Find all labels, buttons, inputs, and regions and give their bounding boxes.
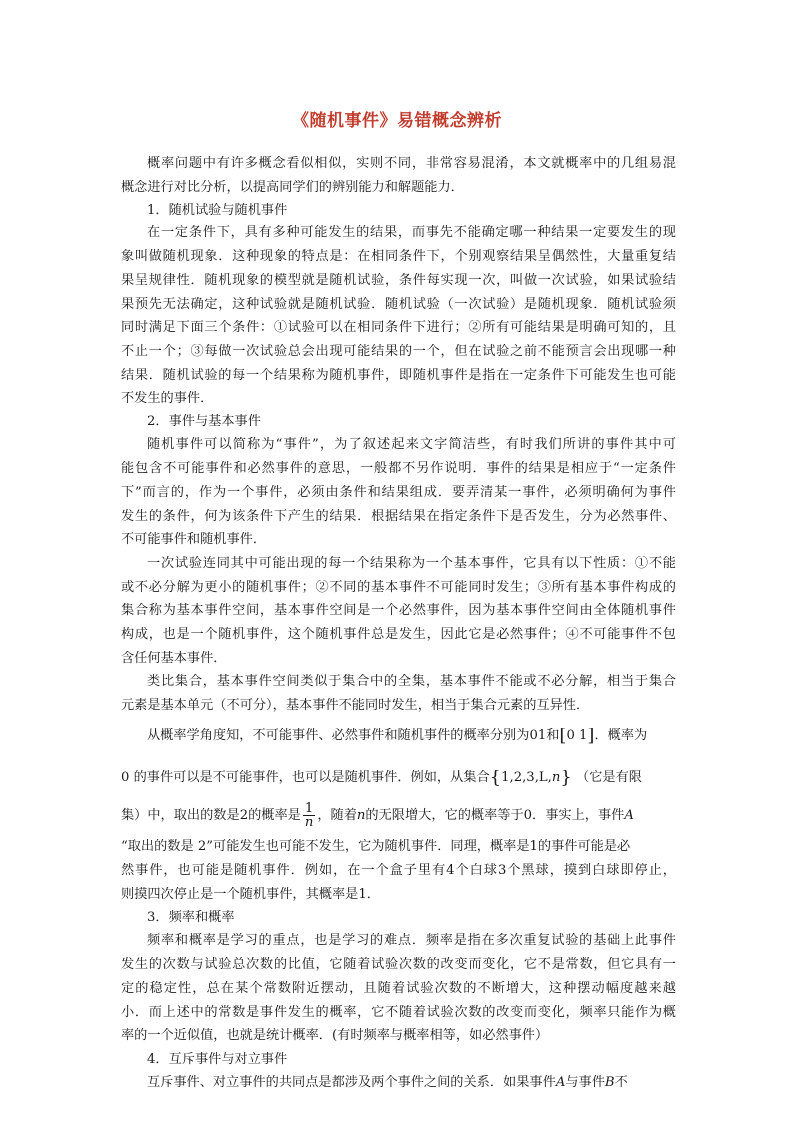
math-var: A bbox=[624, 808, 634, 823]
section-heading-2: 2．事件与基本事件 bbox=[147, 414, 261, 429]
math-text: 与事件 bbox=[565, 1075, 605, 1090]
paragraph-line: 类比集合，基本事件空间类似于集合中的全集，基本事件不能或不必分解，相当于集合 bbox=[147, 674, 676, 689]
fraction-denominator: n bbox=[304, 815, 314, 830]
paragraph-line: 随机事件可以简称为“事件”，为了叙述起来文字简洁些，有时我们所讲的事件其中可 bbox=[147, 437, 676, 452]
math-text: ，随着 bbox=[317, 808, 357, 823]
paragraph-line: 能包含不可能事件和必然事件的意思，一般都不另作说明．事件的结果是相应于“一定条件 bbox=[121, 461, 676, 476]
paragraph-line: 含任何基本事件． bbox=[121, 651, 227, 666]
math-num: 0 bbox=[523, 808, 533, 823]
paragraph-line: 结果．随机试验的每一个结果称为随机事件，即随机事件是指在一定条件下可能发生也可能 bbox=[121, 368, 676, 383]
math-var: n bbox=[551, 770, 561, 785]
math-line bbox=[121, 800, 676, 832]
math-text: 的事件可以是不可能事件，也可以是随机事件．例如，从集合 bbox=[133, 770, 490, 785]
paragraph-line: 率的一个近似值，也就是统计概率．(有时频率与概率相等，如必然事件） bbox=[121, 1028, 549, 1043]
math-text: ．概率为 bbox=[594, 728, 648, 743]
paragraph-line: 果预先无法确定，这种试验就是随机试验．随机试验（一次试验）是随机现象．随机试验须 bbox=[121, 297, 676, 312]
math-num: 2 bbox=[513, 770, 523, 785]
paragraph-line bbox=[121, 839, 676, 855]
math-line bbox=[147, 1075, 676, 1091]
fraction-numerator: 1 bbox=[303, 802, 316, 816]
paragraph-line: 不可能事件和随机事件． bbox=[121, 532, 267, 547]
math-text: 的事件可能是必 bbox=[537, 839, 631, 854]
section-heading-1: 1．随机试验与随机事件 bbox=[147, 203, 288, 218]
math-text: 和 bbox=[546, 728, 560, 743]
paragraph-line: 则摸四次停止是一个随机事件，其概率是1． bbox=[121, 887, 380, 902]
paragraph-line: 然事件，也可能是随机事件．例如，在一个盒子里有4个白球3个黑球，摸到白球即停止， bbox=[121, 863, 676, 878]
math-var: A bbox=[555, 1075, 566, 1090]
paragraph-line: 小．而上述中的常数是事件发生的概率，它不随着试验次数的改变而变化，频率只能作为概 bbox=[121, 1005, 676, 1020]
bracket-open: [ bbox=[559, 728, 567, 744]
section-heading-4: 4．互斥事件与对立事件 bbox=[147, 1052, 288, 1067]
math-var: n bbox=[356, 808, 366, 823]
fraction bbox=[303, 802, 316, 829]
paragraph-line: 发生的条件，何为该条件下产生的结果．根据结果在指定条件下是否发生，分为必然事件、 bbox=[121, 509, 676, 524]
math-text: 的无限增大，它的概率等于 bbox=[365, 808, 524, 823]
math-num: 2 bbox=[239, 808, 249, 823]
math-text: （它是有限 bbox=[576, 770, 642, 785]
paragraph-line: 构成，也是一个随机事件，这个随机事件总是发生，因此它是必然事件；④不可能事件不包 bbox=[121, 627, 676, 642]
math-num: 1 bbox=[537, 728, 547, 743]
paragraph-line: 在一定条件下，具有多种可能发生的结果，而事先不能确定哪一种结果一定要发生的现 bbox=[147, 225, 676, 240]
math-num: 0 bbox=[566, 728, 575, 743]
math-text: 互斥事件、对立事件的共同点是都涉及两个事件之间的关系．如果事件 bbox=[147, 1075, 556, 1090]
math-num: 0 bbox=[121, 770, 130, 785]
brace-open: { bbox=[489, 770, 502, 786]
paragraph-line: 元素是基本单元（不可分），基本事件不能同时发生，相当于集合元素的互异性． bbox=[121, 698, 590, 713]
math-line bbox=[147, 728, 676, 744]
math-text: 从概率学角度知，不可能事件、必然事件和随机事件的概率分别为 bbox=[147, 728, 530, 743]
paragraph-line: 定的稳定性，总在某个常数附近摆动，且随着试验次数的不断增大，这种摆动幅度越来越 bbox=[121, 981, 676, 996]
math-num: 0 bbox=[529, 728, 538, 743]
math-line: 0 的事件可以是不可能事件，也可以是随机事件．例如，从集合{1,2,3,L,n} （它是有限 bbox=[121, 770, 676, 786]
math-num: 3 bbox=[526, 770, 535, 785]
intro-line: 概念进行对比分析，以提高同学们的辨别能力和解题能力． bbox=[121, 180, 464, 195]
math-text: 集）中，取出的数是 bbox=[121, 808, 240, 823]
math-text: 的概率是 bbox=[248, 808, 301, 823]
math-symbol: L bbox=[538, 770, 548, 785]
math-var: B bbox=[604, 1075, 615, 1090]
math-text: 不 bbox=[614, 1075, 628, 1090]
math-num: 1 bbox=[501, 770, 510, 785]
bracket-close: ] bbox=[587, 728, 595, 744]
intro-line: 概率问题中有许多概念看似相似，实则不同，非常容易混淆，本文就概率中的几组易混 bbox=[147, 156, 676, 171]
paragraph-line: 一次试验连同其中可能出现的每一个结果称为一个基本事件，它具有以下性质：①不能 bbox=[147, 556, 676, 571]
math-text: “取出的数是 2”可能发生也可能不发生，它为随机事件．同理，概率是 bbox=[121, 839, 530, 854]
paragraph-line: 或不必分解为更小的随机事件；②不同的基本事件不可能同时发生；③所有基本事件构成的 bbox=[121, 580, 676, 595]
paragraph-line: 下”而言的，作为一个事件，必须由条件和结果组成．要弄清某一事件，必须明确何为事件 bbox=[121, 485, 676, 500]
section-heading-3: 3．频率和概率 bbox=[147, 910, 235, 925]
brace-close: } bbox=[560, 770, 572, 786]
math-num: 1 bbox=[579, 728, 588, 743]
paragraph-line: 不止一个；③每做一次试验总会出现可能结果的一个，但在试验之前不能预言会出现哪一种 bbox=[121, 344, 676, 359]
paragraph-line: 不发生的事件． bbox=[121, 391, 214, 406]
paragraph-line: 发生的次数与试验总次数的比值，它随着试验次数的改变而变化，它不是常数，但它具有一 bbox=[121, 957, 676, 972]
math-text: ．事实上，事件 bbox=[532, 808, 625, 823]
paragraph-line: 象叫做随机现象．这种现象的特点是：在相同条件下，个别观察结果呈偶然性，大量重复结 bbox=[121, 249, 676, 264]
document-title: 《随机事件》易错概念辨析 bbox=[292, 111, 502, 131]
paragraph-line: 集合称为基本事件空间，基本事件空间是一个必然事件，因为基本事件空间由全体随机事件 bbox=[121, 603, 676, 618]
math-num: 1 bbox=[529, 839, 538, 854]
paragraph-line: 同时满足下面三个条件：①试验可以在相同条件下进行；②所有可能结果是明确可知的，且 bbox=[121, 320, 676, 335]
paragraph-line: 频率和概率是学习的重点，也是学习的难点．频率是指在多次重复试验的基础上此事件 bbox=[147, 933, 676, 948]
paragraph-line: 果呈规律性．随机现象的模型就是随机试验，条件每实现一次，叫做一次试验，如果试验结 bbox=[121, 273, 676, 288]
